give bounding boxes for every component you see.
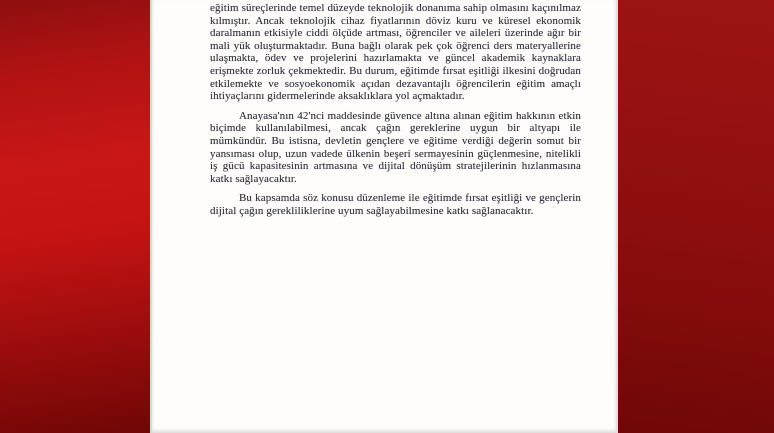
document-paragraph: Anayasa'nın 42'nci maddesinde güvence altına alınan eğitim hakkının etkin biçimde kullanılabilmesi, ancak çağın gereklerine uygun bir altyapı ile mümkündür. Bu istisna, devletin gençlere ve eğitime verdiği değerin somut bir yansıması olup, uzun vadede ülkenin beşeri sermayesinin güçlenmesine, nitelikli iş gücü kapasitesinin artmasına ve dijital dönüşüm stratejilerinin hızlanmasına katkı sağlayacaktır. [210, 109, 581, 185]
document-paragraph: eğitim süreçlerinde temel düzeyde teknolojik donanıma sahip olmasını kaçınılmaz kılmıştır. Ancak teknolojik cihaz fiyatlarının döviz kuru ve küresel ekonomik daralmanın etkisiyle ciddi ölçüde artması, öğrenciler ve aileleri üzerinde ağır bir mali yük oluşturmaktadır. Buna bağlı olarak pek çok öğrenci ders materyallerine ulaşmakta, ödev ve projelerini hazırlamakta ve güncel akademik kaynaklara erişmekte zorluk çekmektedir. Bu durum, eğitimde fırsat eşitliği ilkesini doğrudan etkilemekte ve sosyoekonomik açıdan dezavantajlı öğrencilerin eğitim amaçlı ihtiyaçlarını gidermelerinde aksaklıklara yol açmaktadır. [210, 2, 581, 103]
background-left-panel [0, 0, 150, 433]
document-paragraph: Bu kapsamda söz konusu düzenleme ile eğitimde fırsat eşitliği ve gençlerin dijital çağın gerekliliklerine uyum sağlayabilmesine katkı sağlanacaktır. [210, 192, 581, 217]
document-page [150, 0, 618, 433]
document-text-block [210, 2, 581, 218]
background-right-panel [618, 0, 774, 433]
